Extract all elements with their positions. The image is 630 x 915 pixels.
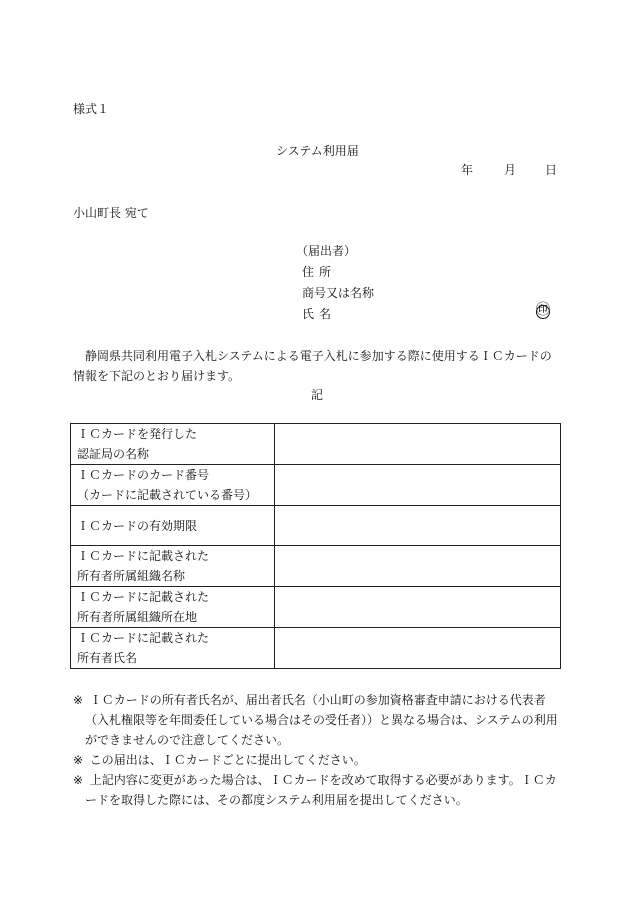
table-row bbox=[71, 506, 561, 546]
row-label bbox=[71, 465, 275, 506]
seal-text: ㊞ bbox=[536, 302, 550, 318]
table-row bbox=[71, 465, 561, 506]
note-item bbox=[73, 690, 563, 750]
table-row bbox=[71, 424, 561, 465]
note-text: 上記内容に変更があった場合は、ＩＣカードを改めて取得する必要があります。ＩＣカードを取得した際には、その都度システム利用届を提出してください。 bbox=[85, 773, 557, 807]
row-value[interactable] bbox=[275, 628, 561, 669]
seal-mark bbox=[536, 302, 550, 319]
row-label-line2: 所有者所属組織所在地 bbox=[77, 610, 198, 624]
row-label-line1: ＩＣカードに記載された bbox=[77, 590, 210, 604]
notes bbox=[73, 690, 563, 810]
row-value[interactable] bbox=[275, 546, 561, 587]
date-year: 年 bbox=[461, 163, 474, 177]
note-mark: ※ bbox=[73, 773, 84, 787]
row-value[interactable] bbox=[275, 506, 561, 546]
date-day: 日 bbox=[545, 163, 558, 177]
note-item bbox=[73, 750, 563, 770]
row-label-line1: ＩＣカードを発行した bbox=[77, 427, 198, 441]
row-label-line1: ＩＣカードのカード番号 bbox=[77, 468, 210, 482]
row-value[interactable] bbox=[275, 587, 561, 628]
row-label-line2: 所有者所属組織名称 bbox=[77, 569, 186, 583]
ki-heading: 記 bbox=[311, 388, 324, 402]
row-label-line1: ＩＣカードに記載された bbox=[77, 631, 210, 645]
note-text: この届出は、ＩＣカードごとに提出してください。 bbox=[89, 753, 366, 767]
table-row bbox=[71, 628, 561, 669]
row-label-line1: ＩＣカードの有効期限 bbox=[77, 518, 198, 533]
note-item bbox=[73, 770, 563, 810]
row-label-line2: 所有者氏名 bbox=[77, 651, 138, 665]
row-value[interactable] bbox=[275, 465, 561, 506]
intro-text: 静岡県共同利用電子入札システムによる電子入札に参加する際に使用するＩＣカードの情報を下記のとおり届けます。 bbox=[73, 349, 552, 383]
row-label bbox=[71, 424, 275, 465]
row-label bbox=[71, 587, 275, 628]
row-label bbox=[71, 546, 275, 587]
table-row bbox=[71, 546, 561, 587]
row-value[interactable] bbox=[275, 424, 561, 465]
document-title: システム利用届 bbox=[276, 144, 359, 158]
row-label-line2: 認証局の名称 bbox=[77, 447, 150, 461]
date-month: 月 bbox=[504, 163, 517, 177]
row-label-line2: （カードに記載されている番号） bbox=[77, 488, 258, 502]
note-mark: ※ bbox=[73, 753, 84, 767]
name-label: 氏名 bbox=[302, 307, 337, 321]
note-text: ＩＣカードの所有者氏名が、届出者氏名（小山町の参加資格審査申請における代表者（入札権限等を年間委任している場合はその受任者））と異なる場合は、システムの利用ができませんので注意してください。 bbox=[85, 693, 558, 747]
row-label bbox=[71, 628, 275, 669]
row-label bbox=[71, 506, 275, 546]
address-label: 住所 bbox=[302, 265, 337, 279]
form-number: 様式１ bbox=[73, 102, 110, 116]
row-label-line1: ＩＣカードに記載された bbox=[77, 549, 210, 563]
applicant-heading: （届出者） bbox=[296, 244, 357, 258]
ic-card-table bbox=[70, 423, 561, 669]
note-mark: ※ bbox=[73, 693, 84, 707]
trade-name-label: 商号又は名称 bbox=[302, 286, 375, 300]
table-row bbox=[71, 587, 561, 628]
addressee: 小山町長 宛て bbox=[73, 206, 149, 220]
